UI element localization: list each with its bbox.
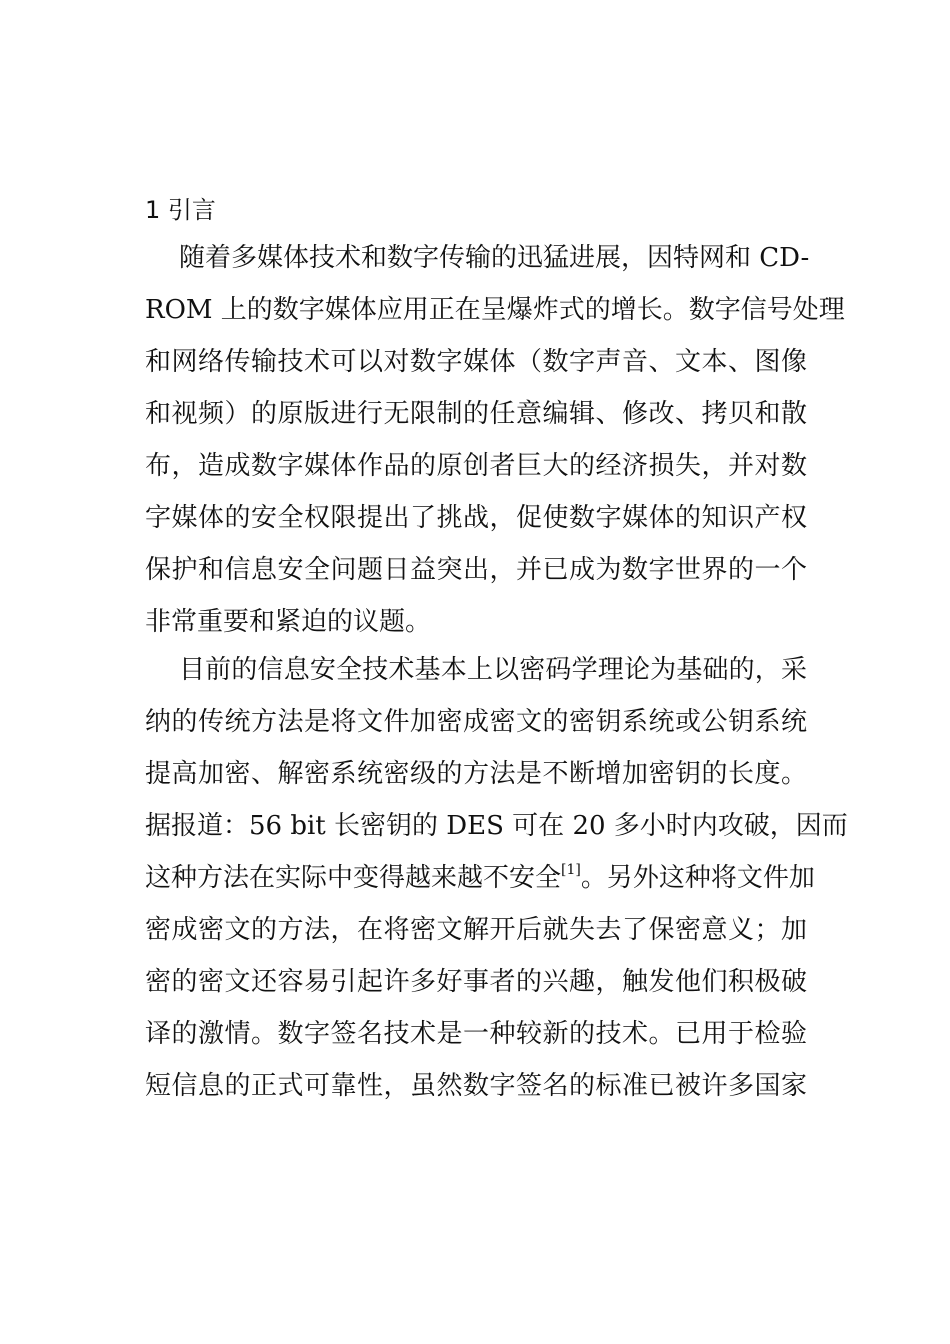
- paragraph-line: 密的密文还容易引起许多好事者的兴趣，触发他们积极破: [145, 967, 807, 997]
- paragraph-line: 和网络传输技术可以对数字媒体（数字声音、文本、图像: [145, 347, 807, 377]
- citation-marker: [1]: [561, 862, 581, 878]
- paragraph-line: 随着多媒体技术和数字传输的迅猛进展，因特网和 CD-: [179, 243, 810, 273]
- paragraph-line-with-citation: [145, 852, 815, 904]
- section-heading: 1 引言: [145, 196, 216, 224]
- paragraph-line: 布，造成数字媒体作品的原创者巨大的经济损失，并对数: [145, 451, 807, 481]
- line-text-after-citation: 。另外这种将文件加: [580, 863, 815, 893]
- paragraph-line: 和视频）的原版进行无限制的任意编辑、修改、拷贝和散: [145, 399, 807, 429]
- paragraph-line: ROM 上的数字媒体应用正在呈爆炸式的增长。数字信号处理: [145, 295, 845, 325]
- paragraph-line: 译的激情。数字签名技术是一种较新的技术。已用于检验: [145, 1019, 807, 1049]
- paragraph-line: 保护和信息安全问题日益突出，并已成为数字世界的一个: [145, 555, 807, 585]
- paragraph-line: 密成密文的方法，在将密文解开后就失去了保密意义；加: [145, 915, 807, 945]
- paragraph-line: 纳的传统方法是将文件加密成密文的密钥系统或公钥系统: [145, 707, 807, 737]
- line-text-before-citation: 这种方法在实际中变得越来越不安全: [145, 863, 562, 893]
- paragraph-line: 目前的信息安全技术基本上以密码学理论为基础的，采: [179, 655, 807, 685]
- paragraph-line: 提高加密、解密系统密级的方法是不断增加密钥的长度。: [145, 759, 807, 789]
- paragraph-line: 字媒体的安全权限提出了挑战，促使数字媒体的知识产权: [145, 503, 807, 533]
- paragraph-line: 非常重要和紧迫的议题。: [145, 607, 432, 637]
- paragraph-line: 据报道：56 bit 长密钥的 DES 可在 20 多小时内攻破，因而: [145, 811, 848, 841]
- paragraph-line: 短信息的正式可靠性，虽然数字签名的标准已被许多国家: [145, 1071, 807, 1101]
